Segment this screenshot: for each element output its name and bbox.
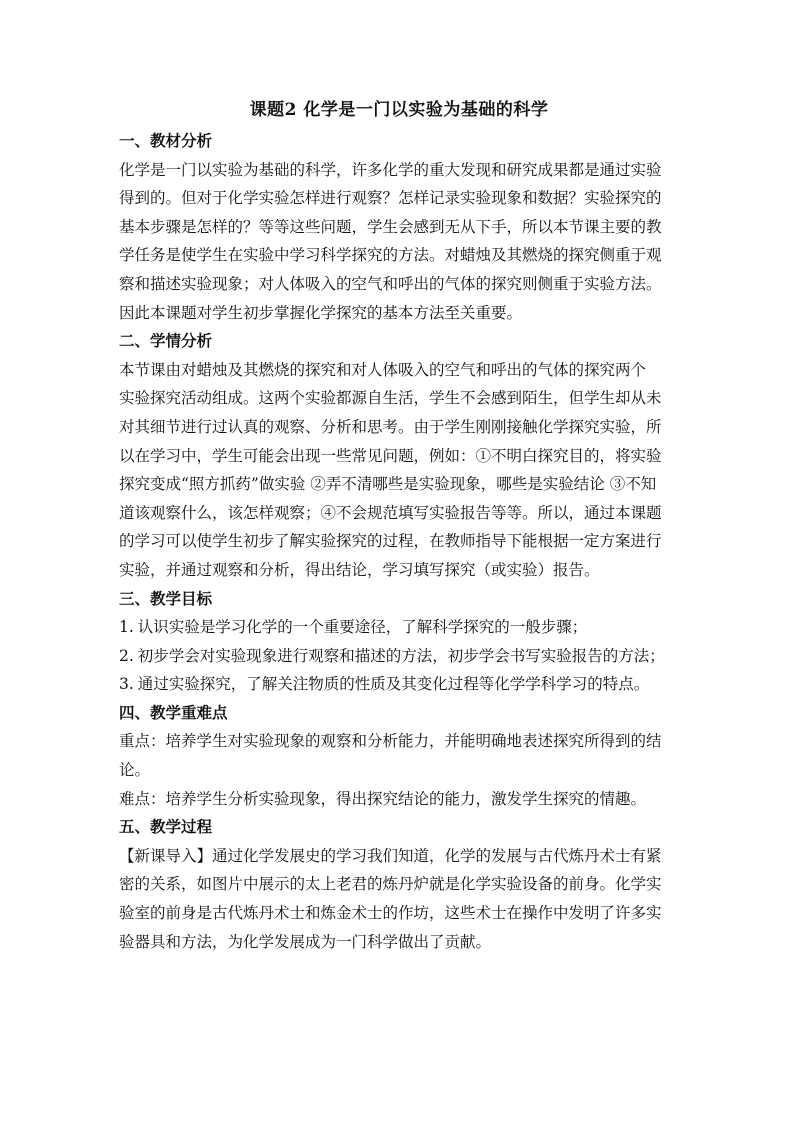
text-line: 学任务是使学生在实验中学习科学探究的方法。对蜡烛及其燃烧的探究侧重于观 — [119, 246, 662, 265]
list-text: 通过实验探究，了解关注物质的性质及其变化过程等化学学科学习的特点。 — [137, 675, 650, 694]
section-student-analysis — [119, 327, 679, 584]
list-text: 初步学会对实验现象进行观察和描述的方法，初步学会书写实验报告的方法； — [137, 646, 665, 665]
text-line: 道该观察什么，该怎样观察；④不会规范填写实验报告等等。所以，通过本课题 — [119, 503, 662, 522]
section-teaching-process — [119, 813, 679, 956]
text-line: 论。 — [119, 761, 151, 780]
section-key-difficult-points — [119, 699, 679, 813]
text-line: 实验，并通过观察和分析，得出结论，学习填写探究（或实验）报告。 — [119, 560, 600, 579]
text-line: 【新课导入】通过化学发展史的学习我们知道，化学的发展与古代炼丹术士有紧 — [119, 846, 662, 865]
section-textbook-analysis — [119, 127, 679, 327]
text-line: 实验探究活动组成。这两个实验都源自生活，学生不会感到陌生，但学生却从未 — [119, 389, 662, 408]
paragraph — [119, 842, 679, 956]
document-title: 课题2 化学是一门以实验为基础的科学 — [249, 100, 549, 120]
text-line: 本节课由对蜡烛及其燃烧的探究和对人体吸入的空气和呼出的气体的探究两个 — [119, 360, 647, 379]
document-page — [119, 96, 679, 956]
text-line: 重点：培养学生对实验现象的观察和分析能力，并能明确地表述探究所得到的结 — [119, 732, 662, 751]
text-line: 密的关系，如图片中展示的太上老君的炼丹炉就是化学实验设备的前身。化学实 — [119, 875, 662, 894]
text-line: 对其细节进行过认真的观察、分析和思考。由于学生刚刚接触化学探究实验，所 — [119, 417, 662, 436]
text-line: 察和描述实验现象；对人体吸入的空气和呼出的气体的探究则侧重于实验方法。 — [119, 274, 662, 293]
section-heading: 四、教学重难点 — [119, 702, 228, 722]
list-item — [119, 613, 679, 642]
list-item — [119, 642, 679, 671]
section-teaching-goals — [119, 585, 679, 699]
text-line: 的学习可以使学生初步了解实验探究的过程，在教师指导下能根据一定方案进行 — [119, 532, 662, 551]
text-line: 得到的。但对于化学实验怎样进行观察？怎样记录实验现象和数据？实验探究的 — [119, 189, 662, 208]
list-text: 认识实验是学习化学的一个重要途径，了解科学探究的一般步骤； — [137, 618, 588, 637]
section-heading: 五、教学过程 — [119, 817, 213, 837]
text-line: 基本步骤是怎样的？等等这些问题，学生会感到无从下手，所以本节课主要的教 — [119, 217, 662, 236]
list-number: 3. — [119, 675, 134, 694]
text-line: 难点：培养学生分析实验现象，得出探究结论的能力，激发学生探究的情趣。 — [119, 789, 647, 808]
text-line: 以在学习中，学生可能会出现一些常见问题，例如：①不明白探究目的，将实验 — [119, 446, 662, 465]
list-number: 1. — [119, 618, 134, 637]
text-line: 验室的前身是古代炼丹术士和炼金术士的作坊，这些术士在操作中发明了许多实 — [119, 904, 662, 923]
text-line: 化学是一门以实验为基础的科学，许多化学的重大发现和研究成果都是通过实验 — [119, 160, 662, 179]
section-heading: 二、学情分析 — [119, 331, 213, 351]
paragraph — [119, 727, 679, 813]
text-line: 验器具和方法，为化学发展成为一门科学做出了贡献。 — [119, 932, 492, 951]
text-line: 因此本课题对学生初步掌握化学探究的基本方法至关重要。 — [119, 303, 523, 322]
paragraph — [119, 156, 679, 328]
list-item — [119, 670, 679, 699]
section-heading: 三、教学目标 — [119, 588, 213, 608]
text-line: 探究变成“照方抓药”做实验 ②弄不清哪些是实验现象，哪些是实验结论 ③不知 — [119, 475, 657, 494]
section-heading: 一、教材分析 — [119, 131, 213, 150]
paragraph — [119, 356, 679, 585]
list-number: 2. — [119, 646, 134, 665]
